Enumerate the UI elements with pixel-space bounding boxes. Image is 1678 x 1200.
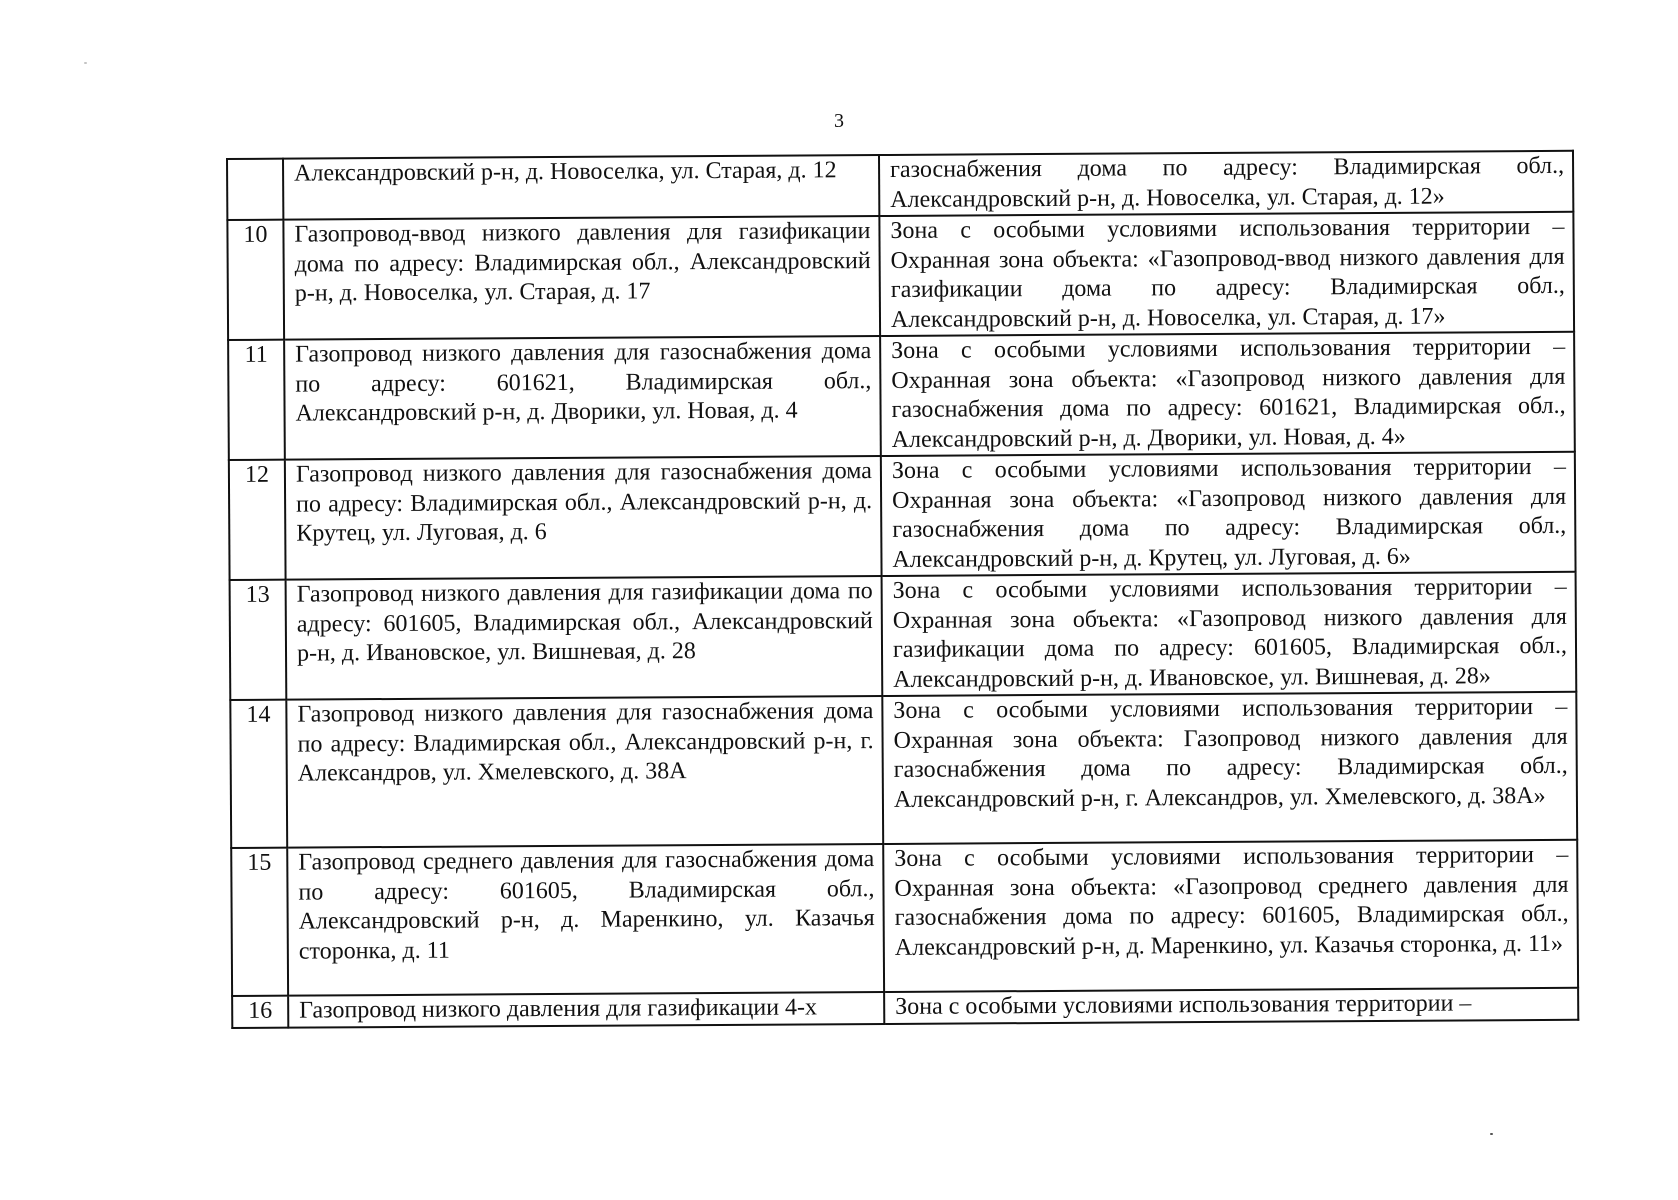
object-description: Газопровод низкого давления для газификации 4-х xyxy=(288,992,884,1027)
row-number: 15 xyxy=(231,848,288,996)
zone-description: газоснабжения дома по адресу: Владимирская обл., Александровский р-н, д. Новоселка, ул. Старая, д. 12» xyxy=(879,151,1573,216)
table-row xyxy=(230,572,1577,700)
table-row xyxy=(227,151,1573,220)
row-number: 13 xyxy=(230,580,287,700)
table-row xyxy=(231,840,1578,996)
object-description: Газопровод низкого давления для газоснабжения дома по адресу: Владимирская обл., Александровский р-н, г. Александров, ул. Хмелевского, д. 38А xyxy=(286,696,883,848)
row-number: 12 xyxy=(229,460,286,580)
object-description: Газопровод среднего давления для газоснабжения дома по адресу: 601605, Владимирская обл., Александровский р-н, д. Маренкино, ул. Казачья сторонка, д. 11 xyxy=(287,844,884,996)
zone-description: Зона с особыми условиями использования территории – Охранная зона объекта: «Газопровод низкого давления для газоснабжения дома по адресу: Владимирская обл., Александровский р-н, д. Крутец, ул. Луговая, д. 6» xyxy=(881,452,1576,576)
table-row xyxy=(227,212,1574,340)
row-number: 10 xyxy=(227,220,284,340)
object-description: Газопровод низкого давления для газоснабжения дома по адресу: 601621, Владимирская обл., Александровский р-н, д. Дворики, ул. Новая, д. 4 xyxy=(284,336,881,460)
table-row xyxy=(230,692,1577,848)
table-row xyxy=(229,452,1576,580)
object-description: Александровский р-н, д. Новоселка, ул. Старая, д. 12 xyxy=(283,155,879,220)
zone-description: Зона с особыми условиями использования территории – Охранная зона объекта: «Газопровод среднего давления для газоснабжения дома по адресу: 601605, Владимирская обл., Александровский р-н, д. Маренкино, ул. Казачья сторонка, д. 11» xyxy=(883,840,1578,992)
row-number: 14 xyxy=(230,700,287,848)
zone-description: Зона с особыми условиями использования территории – xyxy=(884,988,1578,1024)
object-description: Газопровод низкого давления для газификации дома по адресу: 601605, Владимирская обл., Александровский р-н, д. Ивановское, ул. Вишневая, д. 28 xyxy=(286,576,883,700)
row-number xyxy=(227,159,283,220)
zone-description: Зона с особыми условиями использования территории – Охранная зона объекта: «Газопровод низкого давления для газоснабжения дома по адресу: 601621, Владимирская обл., Александровский р-н, д. Дворики, ул. Новая, д. 4» xyxy=(880,332,1575,456)
row-number: 11 xyxy=(228,340,285,460)
zone-description: Зона с особыми условиями использования территории – Охранная зона объекта: «Газопровод низкого давления для газификации дома по адресу: 601605, Владимирская обл., Александровский р-н, д. Ивановское, ул. Вишневая, д. 28» xyxy=(882,572,1577,696)
zone-description: Зона с особыми условиями использования территории – Охранная зона объекта: «Газопровод-ввод низкого давления для газификации дома по адресу: Владимирская обл., Александровский р-н, д. Новоселка, ул. Старая, д. 17» xyxy=(879,212,1574,336)
object-description: Газопровод низкого давления для газоснабжения дома по адресу: Владимирская обл., Александровский р-н, д. Крутец, ул. Луговая, д. 6 xyxy=(285,456,882,580)
row-number: 16 xyxy=(232,996,288,1028)
scan-speck xyxy=(1490,1133,1493,1135)
page-number: 3 xyxy=(834,110,844,132)
table-row xyxy=(228,332,1575,460)
zones-table xyxy=(226,150,1579,1029)
scan-speck xyxy=(84,62,87,64)
object-description: Газопровод-ввод низкого давления для газификации дома по адресу: Владимирская обл., Александровский р-н, д. Новоселка, ул. Старая, д. 17 xyxy=(283,216,880,340)
zone-description: Зона с особыми условиями использования территории – Охранная зона объекта: Газопровод низкого давления для газоснабжения дома по адресу: Владимирская обл., Александровский р-н, г. Александров, ул. Хмелевского, д. 38А» xyxy=(882,692,1577,844)
